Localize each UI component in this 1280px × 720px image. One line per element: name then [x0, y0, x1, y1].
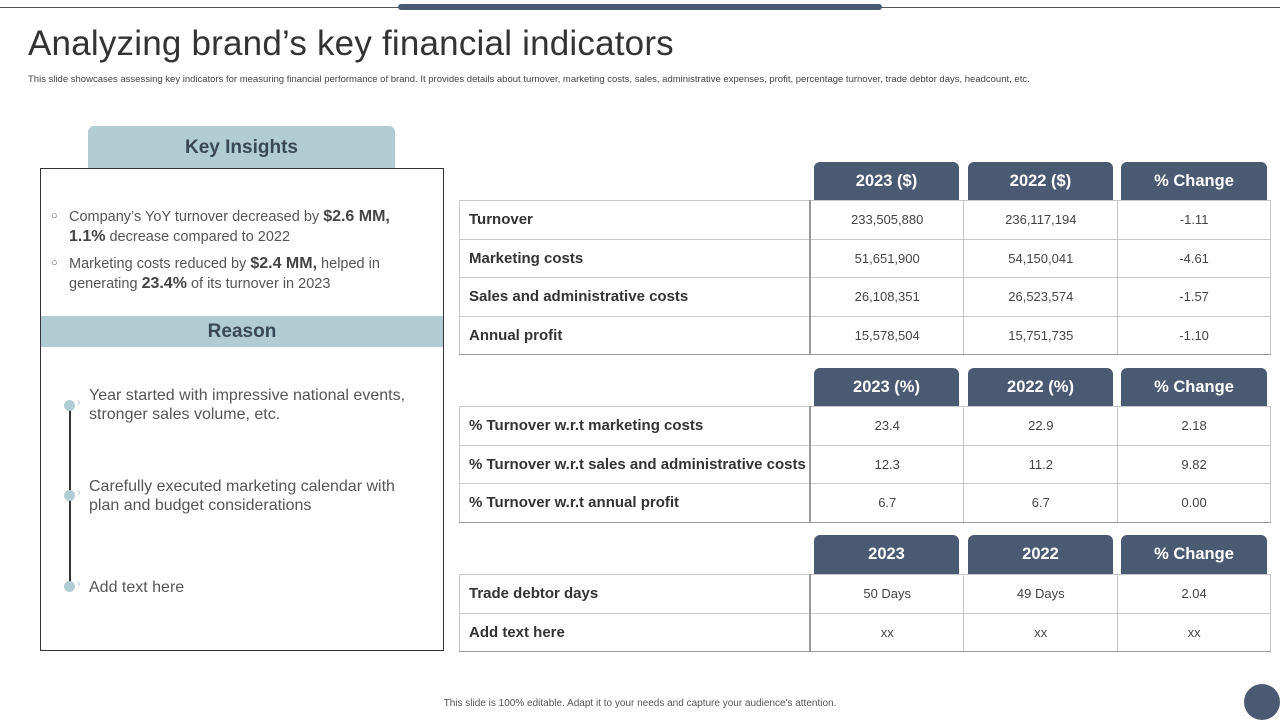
- table2-header-2022: 2022 (%): [968, 368, 1113, 407]
- table3-header-change: % Change: [1121, 535, 1267, 574]
- table2-header-change: % Change: [1121, 368, 1267, 407]
- table-row: Annual profit 15,578,504 15,751,735 -1.10: [460, 316, 1271, 355]
- circle-bullet-icon: ○: [51, 257, 58, 269]
- table1-header-2023: 2023 ($): [814, 162, 959, 201]
- key-insights-heading: Key Insights: [88, 126, 395, 169]
- corner-decoration: [1244, 684, 1280, 720]
- slide-subtitle: This slide showcases assessing key indicators for measuring financial performance of brand. It provides details about turnover, marketing costs, sales, administrative expenses, profit, percentage turnover, trade debtor days, headcount, etc.: [28, 74, 1030, 85]
- table-row: Add text here xx xx xx: [460, 613, 1271, 652]
- insights-panel: [40, 168, 444, 651]
- table3-header-2023: 2023: [814, 535, 959, 574]
- reason-item-2: Carefully executed marketing calendar with plan and budget considerations: [89, 478, 395, 514]
- insight-item-2: ○ Marketing costs reduced by $2.4 MM, helped in generating 23.4% of its turnover in 2023: [51, 255, 380, 292]
- slide-title: Analyzing brand’s key financial indicators: [28, 24, 674, 63]
- table3-header-2022: 2022: [968, 535, 1113, 574]
- chevron-right-icon: ›: [77, 487, 81, 499]
- table-row: % Turnover w.r.t annual profit 6.7 6.7 0.00: [460, 484, 1271, 523]
- timeline-dot-icon: [64, 400, 75, 411]
- table-financials-percent: [459, 406, 1271, 523]
- insight-item-1: ○ Company’s YoY turnover decreased by $2.6 MM, 1.1% decrease compared to 2022: [51, 208, 390, 245]
- table-row: Turnover 233,505,880 236,117,194 -1.11: [460, 201, 1271, 240]
- table-financials-dollars: [459, 200, 1271, 355]
- top-accent-bar: [398, 4, 882, 10]
- table-row: % Turnover w.r.t marketing costs 23.4 22.9 2.18: [460, 407, 1271, 446]
- table-row: Sales and administrative costs 26,108,351 26,523,574 -1.57: [460, 278, 1271, 317]
- table-row: % Turnover w.r.t sales and administrative costs 12.3 11.2 9.82: [460, 445, 1271, 484]
- table-row: Marketing costs 51,651,900 54,150,041 -4.61: [460, 239, 1271, 278]
- reason-heading: Reason: [41, 316, 443, 347]
- reason-item-3: Add text here: [89, 579, 185, 596]
- reason-item-1: Year started with impressive national events, stronger sales volume, etc.: [89, 387, 406, 423]
- chevron-right-icon: ›: [77, 397, 81, 409]
- circle-bullet-icon: ○: [51, 210, 58, 222]
- table1-header-change: % Change: [1121, 162, 1267, 201]
- table1-header-2022: 2022 ($): [968, 162, 1113, 201]
- chevron-right-icon: ›: [77, 578, 81, 590]
- timeline-dot-icon: [64, 581, 75, 592]
- table2-header-2023: 2023 (%): [814, 368, 959, 407]
- table-debtor-days: [459, 574, 1271, 652]
- table-row: Trade debtor days 50 Days 49 Days 2.04: [460, 575, 1271, 614]
- timeline-dot-icon: [64, 490, 75, 501]
- slide-footer: This slide is 100% editable. Adapt it to your needs and capture your audience's attention.: [443, 698, 837, 709]
